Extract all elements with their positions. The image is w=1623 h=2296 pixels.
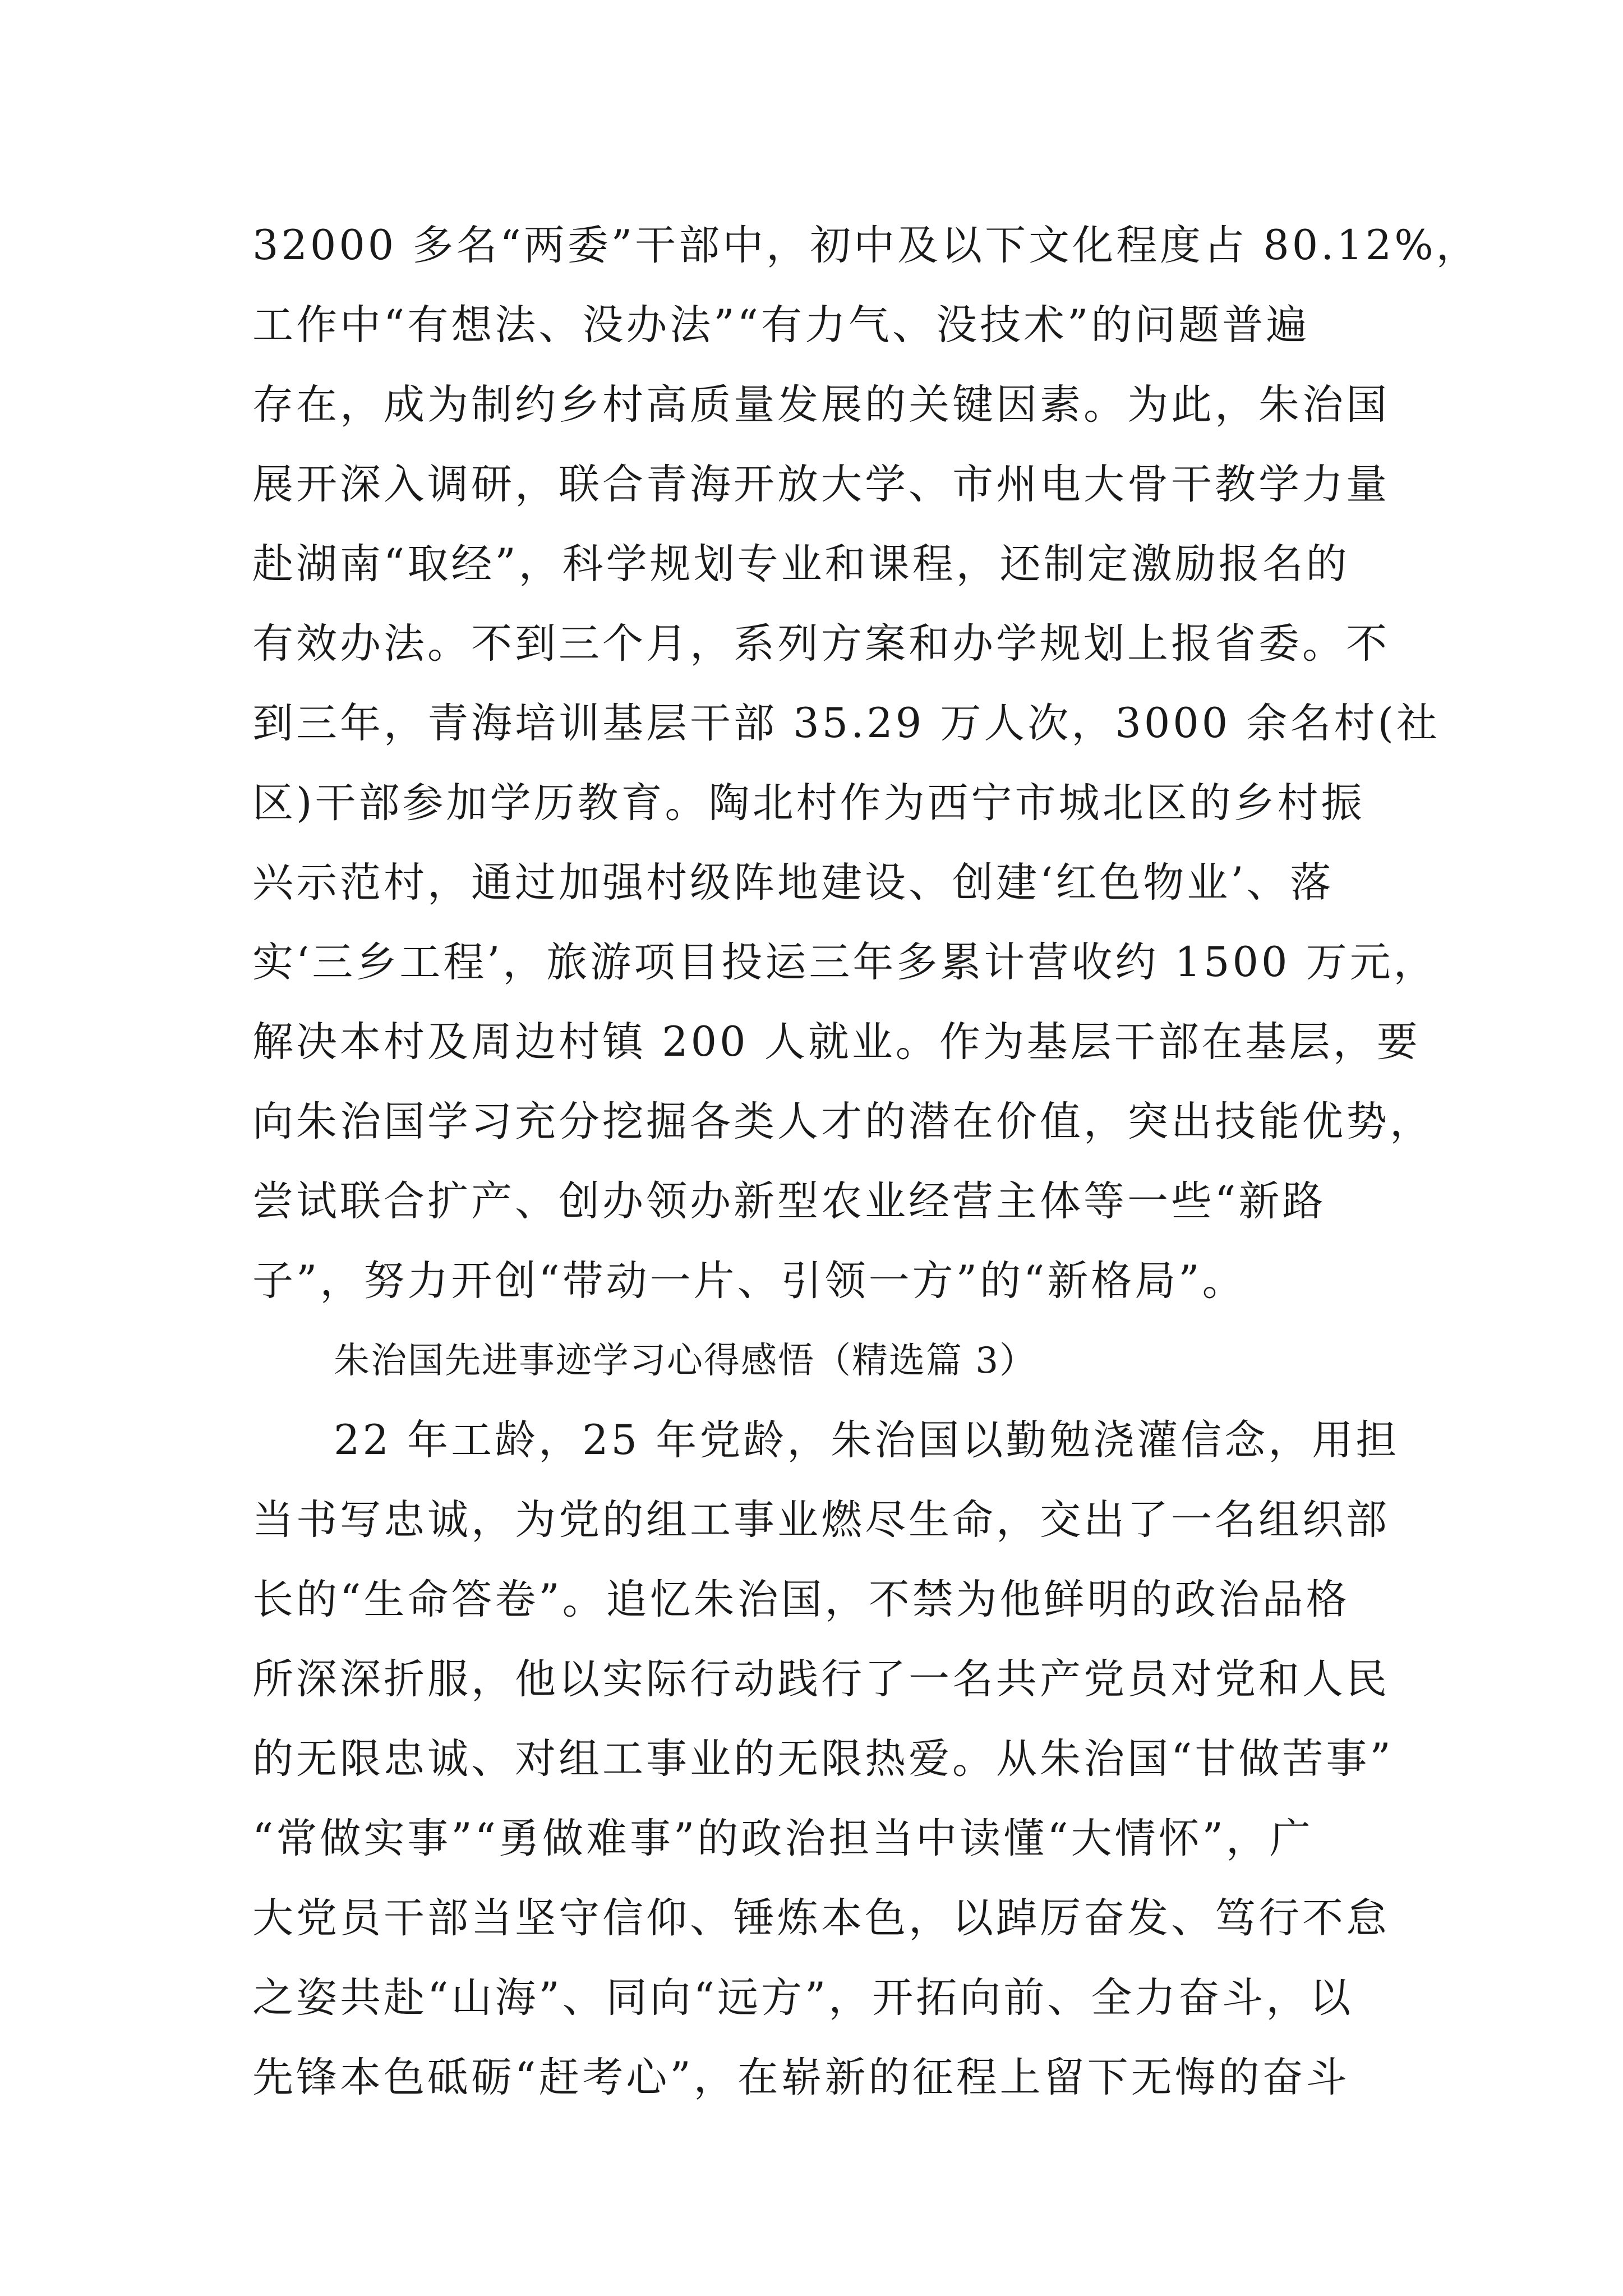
paragraph-line: 有效办法。不到三个月，系列方案和办学规划上报省委。不 bbox=[252, 620, 1390, 668]
paragraph-line: “常做实事”“勇做难事”的政治担当中读懂“大情怀”，广 bbox=[252, 1815, 1313, 1862]
paragraph-line: 之姿共赴“山海”、同向“远方”，开拓向前、全力奋斗，以 bbox=[252, 1974, 1354, 2022]
paragraph-line: 32000 多名“两委”干部中，初中及以下文化程度占 80.12%， bbox=[252, 222, 1480, 269]
paragraph-line: 尝试联合扩产、创办领办新型农业经营主体等一些“新路 bbox=[252, 1177, 1326, 1225]
paragraph-line: 兴示范村，通过加强村级阵地建设、创建‘红色物业’、落 bbox=[252, 859, 1334, 907]
paragraph-line: 大党员干部当坚守信仰、锤炼本色，以踔厉奋发、笃行不怠 bbox=[252, 1894, 1390, 1942]
paragraph-line: 展开深入调研，联合青海开放大学、市州电大骨干教学力量 bbox=[252, 461, 1390, 508]
section-heading: 朱治国先进事迹学习心得感悟（精选篇 3） bbox=[334, 1340, 1037, 1382]
paragraph-line: 先锋本色砥砺“赶考心”，在崭新的征程上留下无悔的奋斗 bbox=[252, 2054, 1350, 2101]
paragraph-line: 的无限忠诚、对组工事业的无限热爱。从朱治国“甘做苦事” bbox=[252, 1735, 1394, 1783]
paragraph-line: 工作中“有想法、没办法”“有力气、没技术”的问题普遍 bbox=[252, 301, 1310, 349]
paragraph-line: 到三年，青海培训基层干部 35.29 万人次，3000 余名村(社 bbox=[252, 700, 1440, 747]
paragraph-line: 所深深折服，他以实际行动践行了一名共产党员对党和人民 bbox=[252, 1655, 1390, 1703]
paragraph-line: 存在，成为制约乡村高质量发展的关键因素。为此，朱治国 bbox=[252, 381, 1390, 429]
paragraph-line: 子”，努力开创“带动一片、引领一方”的“新格局”。 bbox=[252, 1257, 1246, 1305]
paragraph-line: 向朱治国学习充分挖掘各类人才的潜在价值，突出技能优势， bbox=[252, 1098, 1433, 1145]
paragraph-line: 赴湖南“取经”，科学规划专业和课程，还制定激励报名的 bbox=[252, 540, 1350, 588]
paragraph-line: 区)干部参加学历教育。陶北村作为西宁市城北区的乡村振 bbox=[252, 779, 1365, 827]
paragraph-line: 长的“生命答卷”。追忆朱治国，不禁为他鲜明的政治品格 bbox=[252, 1576, 1350, 1623]
paragraph-line: 当书写忠诚，为党的组工事业燃尽生命，交出了一名组织部 bbox=[252, 1496, 1390, 1544]
paragraph-line: 22 年工龄，25 年党龄，朱治国以勤勉浇灌信念，用担 bbox=[334, 1416, 1400, 1464]
paragraph-line: 实‘三乡工程’，旅游项目投运三年多累计营收约 1500 万元， bbox=[252, 938, 1437, 986]
paragraph-line: 解决本村及周边村镇 200 人就业。作为基层干部在基层，要 bbox=[252, 1018, 1421, 1066]
